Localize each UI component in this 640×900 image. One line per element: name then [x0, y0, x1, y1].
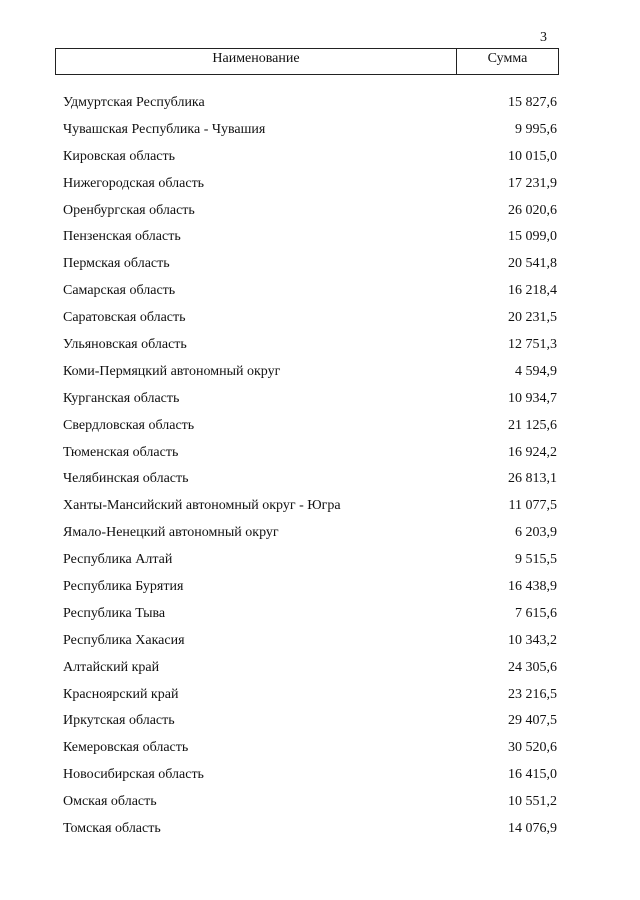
- table-row: [63, 604, 557, 631]
- region-name: Республика Тыва: [63, 605, 166, 621]
- region-name: Челябинская область: [63, 471, 189, 487]
- table-row: [63, 335, 557, 362]
- table-row: [63, 469, 557, 496]
- region-sum: 4 594,9: [515, 363, 557, 379]
- region-sum: 10 934,7: [508, 390, 557, 406]
- table-row: [63, 281, 557, 308]
- region-sum: 17 231,9: [508, 175, 557, 191]
- table-row: [63, 738, 557, 765]
- region-sum: 14 076,9: [508, 821, 557, 837]
- region-sum: 15 099,0: [508, 229, 557, 245]
- region-sum: 9 515,5: [515, 552, 557, 568]
- region-sum: 16 924,2: [508, 444, 557, 460]
- table-row: [63, 577, 557, 604]
- region-sum: 29 407,5: [508, 713, 557, 729]
- region-name: Красноярский край: [63, 686, 179, 702]
- region-name: Республика Алтай: [63, 552, 173, 568]
- region-sum: 16 218,4: [508, 283, 557, 299]
- region-sum: 10 551,2: [508, 794, 557, 810]
- table-body: [63, 93, 557, 846]
- region-name: Кировская область: [63, 148, 176, 164]
- column-header-name: Наименование: [56, 49, 457, 74]
- region-sum: 10 343,2: [508, 632, 557, 648]
- region-name: Саратовская область: [63, 310, 186, 326]
- region-sum: 10 015,0: [508, 148, 557, 164]
- table-row: [63, 120, 557, 147]
- table-row: [63, 227, 557, 254]
- table-row: [63, 765, 557, 792]
- region-name: Новосибирская область: [63, 767, 204, 783]
- table-row: [63, 389, 557, 416]
- table-row: [63, 631, 557, 658]
- region-name: Самарская область: [63, 283, 176, 299]
- region-sum: 16 438,9: [508, 579, 557, 595]
- region-sum: 16 415,0: [508, 767, 557, 783]
- table-row: [63, 711, 557, 738]
- region-name: Нижегородская область: [63, 175, 205, 191]
- table-row: [63, 93, 557, 120]
- region-name: Томская область: [63, 821, 161, 837]
- region-name: Кемеровская область: [63, 740, 189, 756]
- region-name: Удмуртская Республика: [63, 95, 205, 110]
- region-name: Иркутская область: [63, 713, 175, 729]
- region-name: Оренбургская область: [63, 202, 195, 218]
- region-name: Ямало-Ненецкий автономный округ: [63, 525, 279, 541]
- table-row: [63, 496, 557, 523]
- table-row: [63, 819, 557, 846]
- region-name: Пензенская область: [63, 229, 181, 245]
- table-row: [63, 416, 557, 443]
- region-sum: 30 520,6: [508, 740, 557, 756]
- region-sum: 20 541,8: [508, 256, 557, 272]
- region-sum: 26 813,1: [508, 471, 557, 487]
- table-row: [63, 523, 557, 550]
- region-sum: 15 827,6: [508, 95, 557, 110]
- region-name: Республика Бурятия: [63, 579, 184, 595]
- region-name: Республика Хакасия: [63, 632, 185, 648]
- table-row: [63, 658, 557, 685]
- table-row: [63, 174, 557, 201]
- region-sum: 26 020,6: [508, 202, 557, 218]
- table-header: [55, 48, 559, 75]
- table-row: [63, 685, 557, 712]
- table-row: [63, 792, 557, 819]
- table-row: [63, 254, 557, 281]
- region-sum: 11 077,5: [508, 498, 557, 514]
- region-sum: 9 995,6: [515, 121, 557, 137]
- region-sum: 24 305,6: [508, 659, 557, 675]
- region-sum: 20 231,5: [508, 310, 557, 326]
- region-sum: 7 615,6: [515, 605, 557, 621]
- region-sum: 21 125,6: [508, 417, 557, 433]
- region-name: Курганская область: [63, 390, 180, 406]
- region-name: Омская область: [63, 794, 157, 810]
- table-row: [63, 201, 557, 228]
- table-row: [63, 550, 557, 577]
- region-name: Тюменская область: [63, 444, 179, 460]
- region-sum: 12 751,3: [508, 337, 557, 353]
- region-name: Коми-Пермяцкий автономный округ: [63, 363, 281, 379]
- region-name: Свердловская область: [63, 417, 195, 433]
- region-name: Алтайский край: [63, 659, 160, 675]
- region-name: Чувашская Республика - Чувашия: [63, 121, 266, 137]
- table-row: [63, 308, 557, 335]
- region-name: Ханты-Мансийский автономный округ - Югра: [63, 498, 341, 514]
- column-header-sum: Сумма: [487, 51, 528, 66]
- page-number: 3: [540, 30, 547, 45]
- table-row: [63, 362, 557, 389]
- region-name: Пермская область: [63, 256, 170, 272]
- region-name: Ульяновская область: [63, 337, 187, 353]
- table-row: [63, 147, 557, 174]
- region-sum: 6 203,9: [515, 525, 557, 541]
- table-row: [63, 443, 557, 470]
- region-sum: 23 216,5: [508, 686, 557, 702]
